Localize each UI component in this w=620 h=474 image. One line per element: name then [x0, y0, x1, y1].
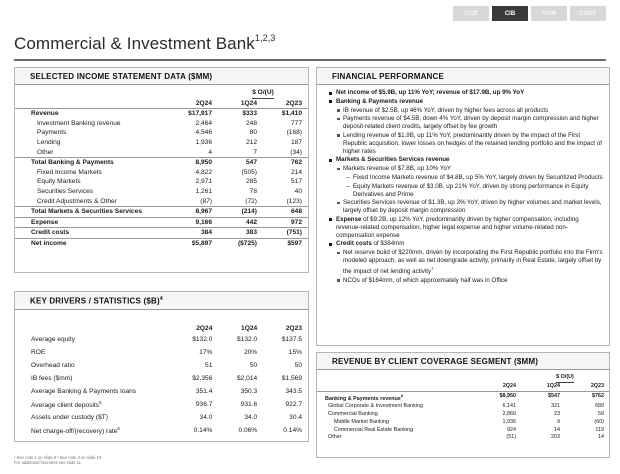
footnote-line: ¹ See note 1 on slide 9 ² See note 3 on slide 10	[14, 455, 102, 460]
footnote-marker: 8	[400, 392, 404, 398]
row-value: 1,261	[195, 187, 212, 195]
key-drivers-table	[15, 324, 308, 438]
key-drivers-footnote: 4	[159, 296, 163, 302]
bullet-text: of $384mm	[371, 240, 405, 248]
row-label: Overhead ratio	[31, 361, 75, 369]
row-label-cell	[15, 385, 173, 398]
row-value: 0.14%	[193, 426, 213, 434]
row-value: 2,860	[502, 410, 516, 417]
segment-row	[317, 391, 609, 403]
column-header: 2Q23	[285, 324, 302, 332]
row-label: Average equity	[31, 335, 75, 343]
row-value: 321	[551, 403, 560, 410]
row-value: 214	[290, 168, 302, 176]
row-value: (87)	[200, 197, 212, 205]
segment-row	[317, 403, 609, 411]
income-row	[15, 109, 308, 119]
row-value: 442	[218, 217, 263, 228]
row-label: Other	[328, 434, 342, 441]
financial-performance-bullets	[317, 85, 609, 284]
bullet-text: Net reserve build of $220mm, driven by incorporating the First Republic portfolio into the Firm's modeled approach, as well as net downgrade activity, primarily in Real Estate, largely offset by the impact of net lending activity	[343, 249, 603, 275]
row-value: 248	[245, 119, 257, 127]
row-value: 922.7	[285, 400, 302, 408]
page-title-text: Commercial & Investment Bank	[14, 34, 255, 53]
revenue-segment-table	[317, 374, 609, 442]
row-label: Net income	[15, 238, 170, 248]
row-value: $132.0	[237, 335, 258, 343]
row-value: 4	[208, 148, 212, 156]
ou-header-row	[15, 88, 308, 99]
bullet-text: Markets & Securities Services revenue	[336, 156, 450, 164]
row-label: IB fees ($mm)	[31, 374, 73, 382]
row-label: Credit costs	[15, 228, 170, 239]
revenue-segment-panel	[316, 352, 610, 458]
bullet-text: Banking & Payments revenue	[336, 97, 423, 105]
row-value: (123)	[286, 197, 302, 205]
row-value: 15%	[288, 348, 302, 356]
footnote-marker: 7	[431, 265, 434, 271]
row-label-cell	[15, 333, 173, 346]
row-value: 0.06%	[238, 426, 258, 434]
income-row	[15, 217, 308, 228]
row-value: $547	[521, 391, 565, 403]
row-label: Average client deposits	[31, 402, 100, 410]
row-label: Commercial Banking	[328, 410, 378, 417]
column-header: 1Q24	[546, 382, 560, 389]
row-value: 350.3	[240, 387, 258, 395]
driver-row	[15, 385, 308, 398]
row-value: (60)	[594, 418, 604, 425]
row-value: (505)	[241, 168, 257, 176]
row-label: ROE	[31, 348, 46, 356]
row-value: 924	[507, 426, 516, 433]
row-value: 187	[290, 138, 302, 146]
row-value: 383	[218, 228, 263, 239]
row-value: 20%	[243, 348, 258, 356]
segment-row	[317, 427, 609, 435]
performance-bullet	[317, 277, 603, 285]
row-label-cell	[317, 427, 477, 435]
bullet-lead: Expense	[336, 215, 362, 223]
row-value: $333	[242, 110, 257, 118]
performance-bullet	[317, 249, 603, 275]
row-label: Lending	[37, 138, 61, 146]
section-tabs	[453, 6, 606, 21]
row-value: 7	[253, 148, 257, 156]
row-label: Securities Services	[37, 187, 94, 195]
segment-ou-header-row	[317, 374, 609, 383]
row-value: 50	[294, 361, 302, 369]
row-value: 936.7	[195, 400, 213, 408]
row-value: 23	[554, 410, 560, 417]
bullet-text: Securities Services revenue of $1.3B, up 3% YoY, driven by higher volumes and market levels, largely offset by deposit margin compression	[343, 199, 602, 215]
bullet-text: Payments revenue of $4.5B, down 4% YoY, driven by deposit margin compression and higher deposit-related client credits, largely offset by fee growth	[343, 115, 599, 131]
income-column-header-row	[15, 99, 308, 109]
bullet-text: of $9.2B, up 12% YoY, predominantly driven by higher compensation, including revenue-related compensation, higher legal expense and higher volume-related non-compensation expense	[336, 215, 579, 239]
driver-row	[15, 333, 308, 346]
row-value: 1,936	[195, 138, 212, 146]
income-row	[15, 177, 308, 187]
performance-bullet	[317, 240, 603, 248]
row-value: (168)	[286, 129, 302, 137]
row-value: 2,971	[195, 178, 212, 186]
key-drivers-title	[15, 292, 308, 310]
tab-awm[interactable]: AWM	[531, 6, 567, 21]
driver-row	[15, 346, 308, 359]
row-value: (51)	[506, 434, 516, 441]
row-label: Assets under custody ($T)	[31, 413, 108, 421]
row-value: 50	[249, 361, 258, 369]
income-statement-title: SELECTED INCOME STATEMENT DATA ($MM)	[15, 68, 308, 85]
key-drivers-title-text: KEY DRIVERS / STATISTICS ($B)	[30, 296, 160, 306]
row-value: 777	[290, 119, 302, 127]
row-label: Payments	[37, 129, 67, 137]
row-value: $17,917	[188, 110, 212, 118]
row-value: 8,950	[170, 158, 218, 168]
bullet-text: IB revenue of $2.5B, up 46% YoY, driven by higher fees across all products	[343, 106, 549, 114]
revenue-segment-title: REVENUE BY CLIENT COVERAGE SEGMENT ($MM)	[317, 353, 609, 370]
footnote-marker: 5	[99, 400, 102, 406]
bullet-text: Equity Markets revenue of $3.0B, up 21% YoY, driven by strong performance in Equity Derivatives and Prime	[353, 182, 589, 198]
row-value: $2,356	[192, 374, 213, 382]
row-value: 648	[263, 207, 308, 218]
row-value: 547	[218, 158, 263, 168]
row-value: 9,166	[170, 217, 218, 228]
row-value: 0.14%	[283, 426, 302, 434]
performance-bullet	[317, 216, 603, 239]
row-value: (34)	[290, 148, 302, 156]
drivers-column-header-row	[15, 324, 308, 334]
income-row	[15, 187, 308, 197]
row-value: 119	[595, 426, 604, 433]
row-label: Equity Markets	[37, 178, 81, 186]
row-value: 17%	[199, 348, 213, 356]
income-row	[15, 148, 308, 158]
row-label: Global Corporate & Investment Banking	[328, 403, 423, 410]
footnotes	[14, 455, 101, 466]
row-label: Average Banking & Payments loans	[31, 387, 137, 395]
segment-row	[317, 434, 609, 442]
row-label: Banking & Payments revenue	[325, 395, 401, 402]
row-label: Credit Adjustments & Other	[37, 197, 117, 205]
performance-bullet	[317, 98, 603, 106]
driver-row	[15, 424, 308, 437]
row-label-cell	[15, 424, 173, 437]
row-value: 384	[170, 228, 218, 239]
row-label-cell	[15, 411, 173, 424]
row-value: 34.0	[199, 413, 213, 421]
performance-bullet	[317, 115, 603, 131]
row-label: Investment Banking revenue	[37, 119, 121, 127]
row-value: 80	[249, 129, 257, 137]
performance-bullet	[317, 199, 603, 215]
row-label-cell	[15, 359, 173, 372]
row-value: $8,950	[477, 391, 521, 403]
bullet-text: Fixed Income Markets revenue of $4.8B, up 5% YoY, largely driven by Securitized Products	[353, 173, 603, 181]
tab-corp[interactable]: CORP	[570, 6, 606, 21]
row-value: 78	[249, 187, 257, 195]
income-row	[15, 197, 308, 207]
row-value: $762	[565, 391, 609, 403]
row-label-cell	[15, 372, 173, 385]
bullet-text: Markets revenue of $7.8B, up 10% YoY	[343, 165, 452, 173]
row-value: 689	[595, 403, 604, 410]
row-value: 351.4	[195, 387, 213, 395]
row-value: 6,141	[502, 403, 516, 410]
performance-bullet	[317, 165, 603, 173]
performance-bullet	[317, 174, 603, 182]
key-drivers-panel	[14, 291, 309, 442]
performance-bullet	[317, 107, 603, 115]
row-value: 4,822	[195, 168, 212, 176]
income-row	[15, 207, 308, 218]
column-header: 2Q24	[502, 382, 516, 389]
income-row	[15, 168, 308, 178]
bullet-text: Net income of $5.9B, up 11% YoY; revenue of $17.9B, up 9% YoY	[336, 89, 525, 96]
row-label: Net charge-off/(recovery) rate	[31, 428, 118, 436]
income-statement-panel	[14, 67, 309, 273]
income-row	[15, 138, 308, 148]
row-value: 14	[554, 426, 560, 433]
row-value: 972	[263, 217, 308, 228]
row-label: Expense	[15, 217, 170, 228]
row-value: ($725)	[218, 238, 263, 248]
row-value: 59	[598, 410, 604, 417]
performance-bullet	[317, 89, 603, 97]
footnote-line: For additional footnotes see slide 11	[14, 460, 81, 466]
driver-row	[15, 398, 308, 411]
row-label-cell	[317, 434, 477, 442]
row-value: 343.5	[285, 387, 302, 395]
row-value: 2,464	[195, 119, 212, 127]
row-value: 51	[205, 361, 213, 369]
tab-cib[interactable]: CIB	[492, 6, 528, 21]
row-label-cell	[317, 419, 477, 427]
income-row	[15, 228, 308, 239]
row-value: $597	[263, 238, 308, 248]
column-header: 2Q24	[196, 324, 213, 332]
row-label: Revenue	[31, 110, 59, 118]
row-value: $1,410	[281, 110, 302, 118]
financial-performance-title: FINANCIAL PERFORMANCE	[317, 68, 609, 85]
row-value: (72)	[245, 197, 257, 205]
column-header: 1Q24	[218, 99, 263, 109]
row-value: $137.5	[281, 335, 302, 343]
row-value: $5,897	[170, 238, 218, 248]
title-rule	[14, 59, 606, 61]
row-value: 14	[598, 434, 604, 441]
column-header: 2Q23	[590, 382, 604, 389]
segment-column-header-row	[317, 383, 609, 391]
income-row	[15, 119, 308, 129]
row-value: 517	[290, 178, 302, 186]
row-value: 9	[557, 418, 560, 425]
row-label: Middle Market Banking	[334, 418, 389, 425]
row-label: Fixed Income Markets	[37, 168, 102, 176]
row-value: 762	[263, 158, 308, 168]
column-header: 1Q24	[241, 324, 258, 332]
row-label: Total Banking & Payments	[15, 158, 170, 168]
financial-performance-panel	[316, 67, 610, 346]
driver-row	[15, 372, 308, 385]
row-value: 1,936	[502, 418, 516, 425]
page-title-footnote: 1,2,3	[254, 33, 276, 43]
row-value: 30.4	[289, 413, 302, 421]
row-label-cell	[317, 411, 477, 419]
row-label: Commercial Real Estate Banking	[334, 426, 414, 433]
segment-row	[317, 411, 609, 419]
column-header: 2Q24	[170, 99, 218, 109]
row-value: $1,569	[281, 374, 302, 382]
row-label: Other	[37, 148, 54, 156]
row-label: Total Markets & Securities Services	[15, 207, 170, 218]
row-value: 931.6	[240, 400, 258, 408]
income-row	[15, 128, 308, 138]
row-value: 203	[551, 434, 560, 441]
row-value: $132.0	[192, 335, 213, 343]
segment-ou-header: $ O/(U)	[556, 374, 574, 383]
bullet-text: NCOs of $164mm, of which approximately half was in Office	[343, 276, 508, 284]
row-value: 212	[245, 138, 257, 146]
page-title	[14, 34, 275, 54]
income-row	[15, 158, 308, 168]
row-value: (214)	[218, 207, 263, 218]
income-statement-table	[15, 88, 308, 249]
footnote-marker: 6	[117, 426, 120, 432]
row-value: (751)	[263, 228, 308, 239]
row-label-cell	[15, 398, 173, 411]
row-value: 4,546	[195, 129, 212, 137]
row-label-cell	[317, 403, 477, 411]
row-value: 40	[294, 187, 302, 195]
row-value: 8,967	[170, 207, 218, 218]
bullet-text: Lending revenue of $1.9B, up 11% YoY, predominantly driven by the impact of the First Republic acquisition, lower losses on hedges of the retained lending portfolio and the impact of higher rates	[343, 131, 603, 155]
bullet-lead: Credit costs	[336, 240, 372, 248]
driver-row	[15, 411, 308, 424]
performance-bullet	[317, 183, 603, 199]
performance-bullet	[317, 156, 603, 164]
row-label-cell	[317, 391, 477, 403]
ou-header: $ O/(U)	[252, 88, 274, 99]
driver-row	[15, 359, 308, 372]
row-label-cell	[15, 346, 173, 359]
row-value: 34.0	[244, 413, 258, 421]
row-value: $2,014	[237, 374, 258, 382]
column-header: 2Q23	[263, 99, 308, 109]
tab-ccb[interactable]: CCB	[453, 6, 489, 21]
income-row	[15, 238, 308, 248]
segment-row	[317, 419, 609, 427]
performance-bullet	[317, 132, 603, 155]
row-value: 285	[245, 178, 257, 186]
